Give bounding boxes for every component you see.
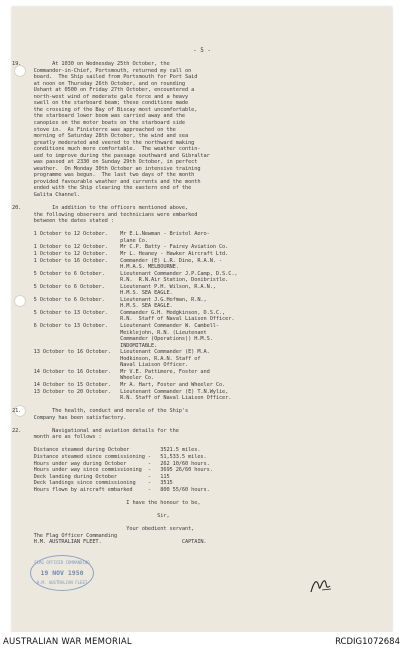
- document-line: 14 October to 16 October. Mr V.E. Pattimore, Foster and: [12, 368, 210, 375]
- handwritten-signature: [308, 575, 334, 597]
- document-line: H.M.S. SEA EAGLE.: [12, 303, 173, 310]
- document-line: Your obedient servant,: [12, 526, 195, 533]
- page-number: - 5 -: [192, 47, 212, 54]
- document-line: provided favourable weather and currents and the month: [12, 178, 201, 185]
- document-line: H.M.S. SEA EAGLE.: [12, 290, 173, 297]
- document-line: Sir,: [12, 512, 170, 519]
- document-page: [12, 7, 392, 632]
- document-line: 13 October to 16 October. Lieutenant Commander (E) M.A.: [12, 349, 210, 356]
- document-line: ued to improve during the passage southward and Gibraltar: [12, 152, 210, 159]
- document-line: programme was begun. The last two days of the month: [12, 172, 195, 179]
- document-line: Distance steamed since commissioning - 51,533.5 miles.: [12, 454, 207, 460]
- document-line: between the dates stated :: [12, 218, 114, 225]
- document-line: R.N. Staff of Naval Liaison Officer.: [12, 395, 232, 402]
- document-line: north-west wind of moderate gale force and a heavy: [12, 93, 189, 100]
- document-line: Wheeler Co.: [12, 375, 155, 382]
- document-line: greatly moderated and veered to the northward making: [12, 139, 195, 146]
- document-line: plane Co.: [12, 237, 148, 244]
- document-line: 19. At 1030 on Wednesday 25th October, the: [12, 61, 170, 67]
- document-line: H.M. AUSTRALIAN FLEET. CAPTAIN.: [12, 539, 207, 546]
- document-line: Company has been satisfactory.: [12, 414, 127, 421]
- document-line: Meiklejohn, R.N. (Lieutenant: [12, 329, 207, 336]
- footer-source: AUSTRALIAN WAR MEMORIAL: [3, 637, 132, 647]
- document-line: Galita Channel.: [12, 192, 80, 198]
- document-line: I have the honour to be,: [12, 499, 201, 506]
- document-line: morning of Saturday 28th October, the wind and sea: [12, 133, 189, 140]
- footer-id: RCDIG1072684: [335, 637, 400, 647]
- document-line: the crossing of the Bay of Biscay most uncomfortable,: [12, 106, 198, 113]
- document-line: Commander (Operations)) H.M.S.: [12, 336, 213, 343]
- document-line: at noon on Thursday 26th October, and on rounding: [12, 80, 185, 87]
- document-line: Hours flown by aircraft embarked - 800 55/60 hours.: [12, 486, 210, 493]
- document-line: weather. On Monday 30th October an intensive training: [12, 165, 201, 172]
- document-line: INDOMITABLE.: [12, 342, 158, 349]
- document-line: Hours under way during October - 262 10/60 hours.: [12, 460, 210, 467]
- document-line: 6 October to 13 October. Lieutenant Commander W. Cambell-: [12, 323, 219, 329]
- document-line: Distance steamed during October 3521.5 miles.: [12, 447, 201, 454]
- document-line: Naval Liaison Officer.: [12, 362, 189, 369]
- document-line: 5 October to 13 October. Commander G.H. Hodgkinson, D.S.C.,: [12, 309, 226, 316]
- document-line: 1 October to 16 October. Commander (E) L.R. Dine, R.A.N. -: [12, 257, 223, 264]
- received-stamp: [30, 555, 94, 591]
- document-line: ended with the Ship clearing the eastern end of the: [12, 185, 192, 192]
- document-line: H.M.A.S. MELBOURNE.: [12, 264, 179, 271]
- document-line: 22. Navigational and aviation details for the: [12, 427, 179, 434]
- document-line: R.N. R.N.Air Station, Donibristle.: [12, 277, 229, 284]
- stamp-top-text: FLAG OFFICER COMMANDING: [34, 560, 90, 565]
- document-line: Deck landing during October - 115: [12, 473, 170, 480]
- document-line: 5 October to 6 October. Lieutenant Commander J.P.Camp, D.S.C.,: [12, 270, 238, 277]
- document-line: the following observers and technicians were embarked: [12, 211, 198, 218]
- document-line: Hours under way since commissioning - 3695 26/60 hours.: [12, 467, 213, 474]
- document-line: 1 October to 12 October. Mr C.P. Batty - Fairey Aviation Co.: [12, 244, 229, 251]
- document-line: conditions much more comfortable. The weather contin-: [12, 146, 201, 153]
- archive-footer: [0, 632, 404, 653]
- stamp-bottom-text: H.M. AUSTRALIAN FLEET: [36, 580, 88, 585]
- document-line: month are as follows :: [12, 434, 102, 441]
- document-line: board. The Ship sailed from Portsmouth for Port Said: [12, 74, 198, 81]
- document-line: Hodkinson, R.A.N. Staff of: [12, 355, 201, 362]
- document-line: Commander-in-Chief, Portsmouth, returned my call on: [12, 67, 192, 74]
- document-line: 14 October to 15 October. Mr A. Hart, Foster and Wheeler Co.: [12, 381, 226, 388]
- document-line: 5 October to 6 October. Lieutenant J.G.Hofman, R.N.,: [12, 296, 207, 303]
- document-line: 1 October to 12 October. Mr E.L.Newman - Bristol Aero-: [12, 231, 210, 238]
- document-line: The Flag Officer Commanding: [12, 532, 118, 539]
- document-line: was passed at 2330 on Sunday 29th October, in perfect: [12, 159, 198, 166]
- document-line: stove in. As Finisterre was approached on the: [12, 126, 176, 133]
- document-line: 13 October to 20 October. Lieutenant Commander (E) T.N.Wylie,: [12, 388, 229, 395]
- document-line: 5 October to 6 October. Lieutenant P.H. Wilson, R.A.N.,: [12, 283, 216, 290]
- document-line: 21. The health, conduct and morale of the Ship's: [12, 408, 189, 415]
- document-line: the starboard lower boom was carried away and the: [12, 113, 185, 120]
- document-line: R.N. Staff of Naval Liaison Officer.: [12, 316, 235, 323]
- document-line: Ushant at 0500 on Friday 27th October, encountered a: [12, 87, 195, 94]
- stamp-date: 19 NOV 1950: [40, 569, 84, 577]
- document-line: 1 October to 12 October. Mr L. Heaney - Hawker Aircraft Ltd.: [12, 250, 229, 257]
- document-line: canopies on the motor boats on the starboard side: [12, 119, 185, 126]
- document-line: 20. In addition to the officers mentioned above,: [12, 205, 189, 212]
- document-line: swell on the starboard beam; these conditions made: [12, 100, 189, 107]
- document-line: Deck landings since commissioning - 3515: [12, 480, 173, 487]
